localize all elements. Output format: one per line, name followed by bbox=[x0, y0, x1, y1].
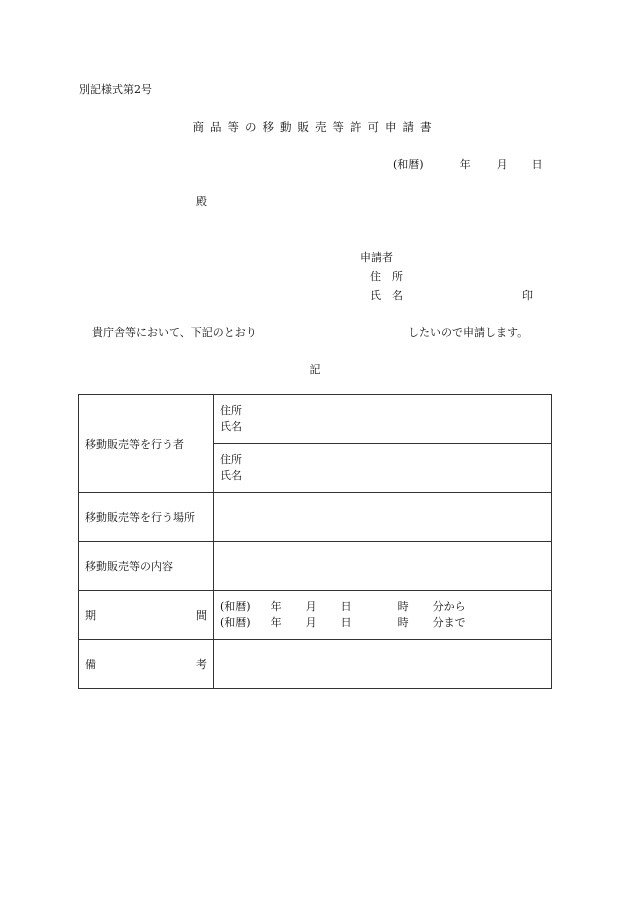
intro-text-left: 貴庁舎等において、下記のとおり bbox=[92, 326, 257, 339]
period-to-year: 年 bbox=[270, 616, 282, 629]
period-from-era: (和暦) bbox=[220, 600, 251, 613]
period-from-suffix: 分から bbox=[432, 600, 466, 613]
table-row bbox=[79, 542, 552, 591]
remarks-label bbox=[79, 640, 214, 689]
intro-text-right: したいので申請します。 bbox=[408, 326, 529, 339]
period-to-hour: 時 bbox=[397, 616, 409, 629]
place-label: 移動販売等を行う場所 bbox=[79, 493, 214, 542]
period-to-era: (和暦) bbox=[220, 616, 251, 629]
document-title: 商品等の移動販売等許可申請書 bbox=[192, 120, 438, 134]
content-field[interactable] bbox=[214, 542, 552, 591]
addressee-suffix: 殿 bbox=[196, 195, 207, 208]
table-row bbox=[79, 640, 552, 689]
seller-label: 移動販売等を行う者 bbox=[79, 395, 214, 493]
period-from-hour: 時 bbox=[397, 600, 409, 613]
ki-heading: 記 bbox=[309, 363, 321, 376]
content-label: 移動販売等の内容 bbox=[79, 542, 214, 591]
period-field[interactable] bbox=[214, 591, 552, 640]
applicant-heading: 申請者 bbox=[360, 251, 393, 264]
application-table bbox=[78, 394, 552, 689]
table-row bbox=[79, 395, 552, 444]
seller-entry-1[interactable] bbox=[214, 395, 552, 444]
period-from-line bbox=[220, 599, 551, 615]
form-number: 別記様式第2号 bbox=[79, 83, 152, 96]
period-to-month: 月 bbox=[305, 616, 317, 629]
seller-entry-2[interactable] bbox=[214, 444, 552, 493]
table-row bbox=[79, 591, 552, 640]
period-from-year: 年 bbox=[270, 600, 282, 613]
date-year: 年 bbox=[459, 158, 471, 171]
applicant-address-label: 住 所 bbox=[370, 270, 403, 283]
period-to-suffix: 分まで bbox=[432, 616, 466, 629]
period-from-day: 日 bbox=[340, 600, 352, 613]
applicant-name-label: 氏 名 bbox=[370, 289, 403, 302]
remarks-label-right: 考 bbox=[196, 658, 207, 671]
seller-2-address-label: 住所 bbox=[220, 453, 242, 466]
period-from-month: 月 bbox=[305, 600, 317, 613]
date-month: 月 bbox=[496, 158, 508, 171]
seal-mark: 印 bbox=[522, 289, 533, 302]
period-to-day: 日 bbox=[340, 616, 352, 629]
date-day: 日 bbox=[531, 158, 543, 171]
table-row bbox=[79, 493, 552, 542]
place-field[interactable] bbox=[214, 493, 552, 542]
seller-2-name-label: 氏名 bbox=[220, 469, 242, 482]
application-date bbox=[393, 156, 543, 172]
period-to-line bbox=[220, 615, 551, 631]
seller-1-name-label: 氏名 bbox=[220, 420, 242, 433]
period-label bbox=[79, 591, 214, 640]
seller-1-address-label: 住所 bbox=[220, 404, 242, 417]
period-label-right: 間 bbox=[196, 609, 207, 622]
remarks-field[interactable] bbox=[214, 640, 552, 689]
date-era: (和暦) bbox=[393, 158, 424, 171]
remarks-label-left: 備 bbox=[85, 658, 96, 671]
period-label-left: 期 bbox=[85, 609, 96, 622]
